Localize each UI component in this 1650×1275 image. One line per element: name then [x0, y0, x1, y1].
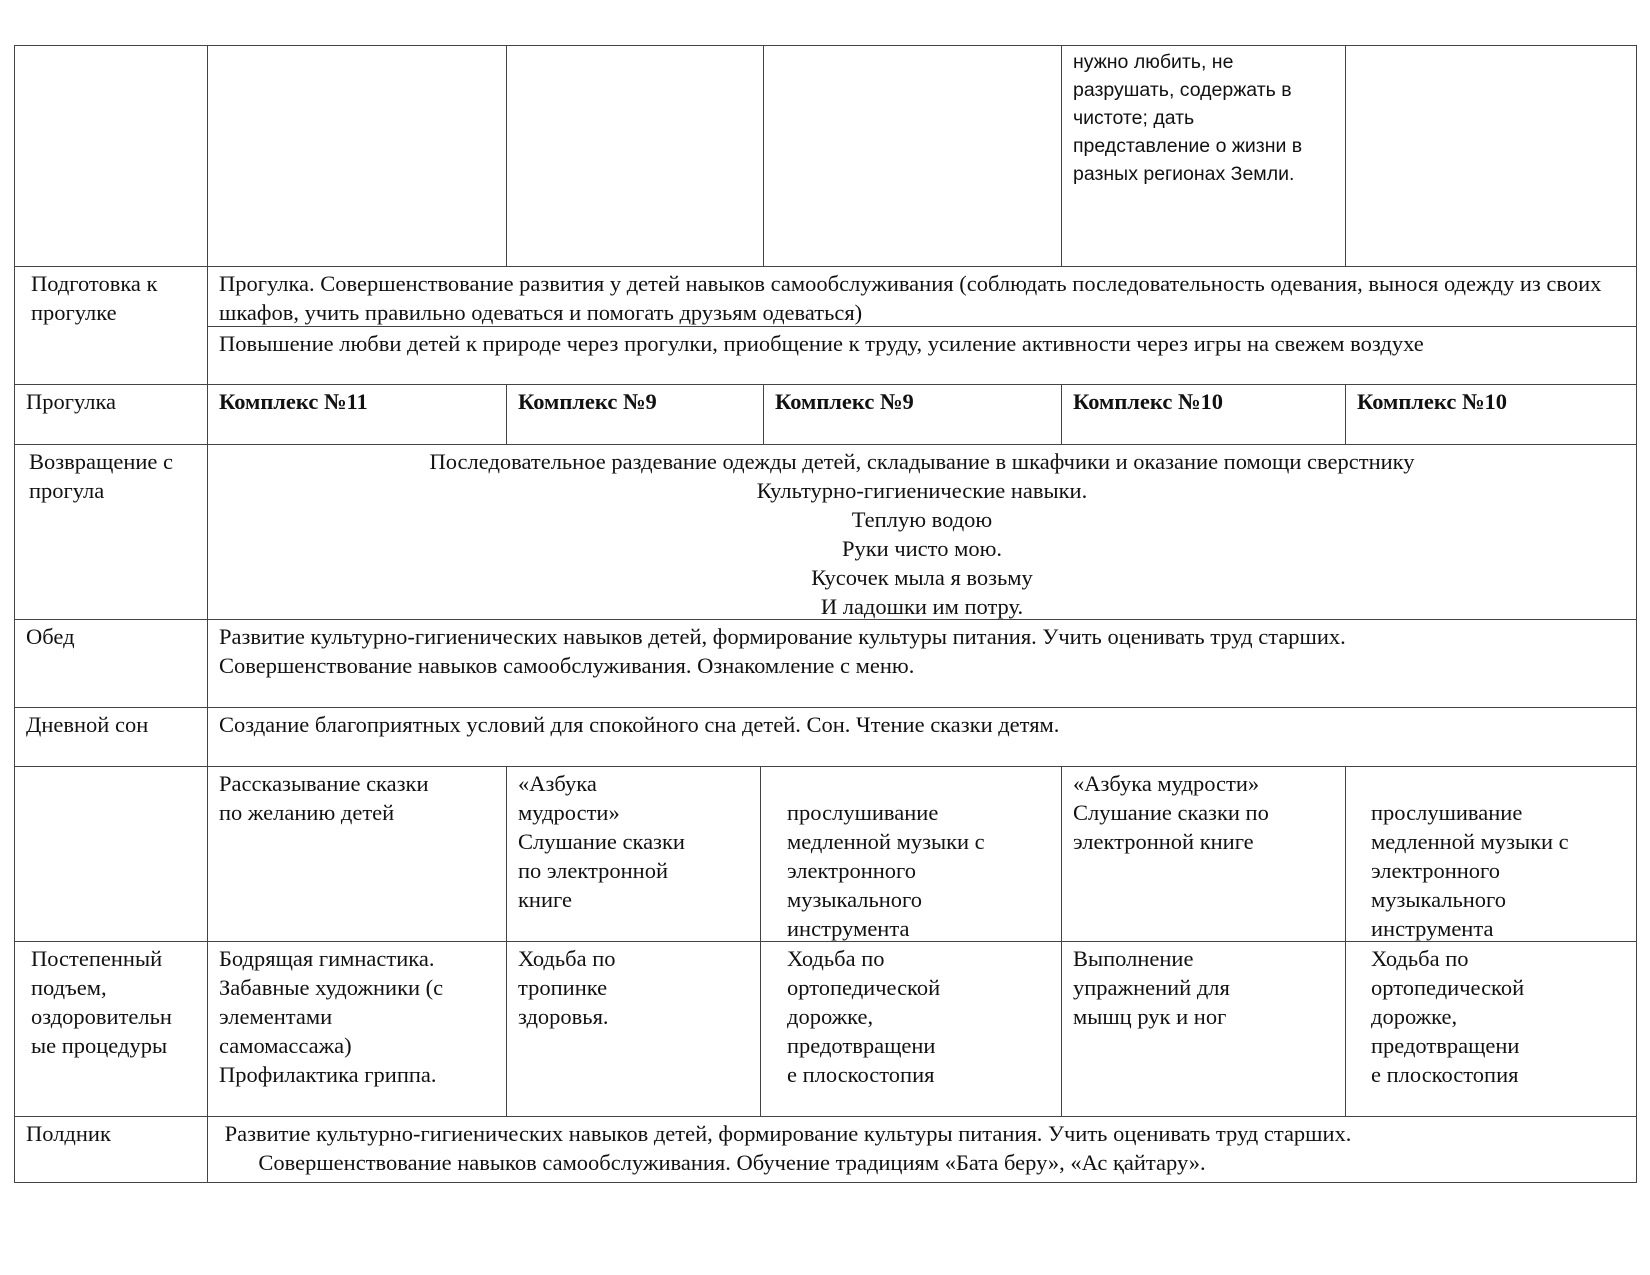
- rise-cell-thu: Выполнение упражнений для мышц рук и ног: [1061, 941, 1346, 1117]
- lunch-text: Развитие культурно-гигиенических навыков детей, формирование культуры питания. Учить оценивать труд старших. Совершенствование навыков самообслуживания. Ознакомление с меню.: [207, 619, 1637, 708]
- row-top-col4-cell: нужно любить, не разрушать, содержать в чистоте; дать представление о жизни в разных регионах Земли.: [1061, 45, 1346, 267]
- walk-complex-thu: Комплекс №10: [1061, 384, 1346, 445]
- story-label-cell: [14, 766, 208, 942]
- nap-label: Дневной сон: [14, 707, 208, 767]
- prep-label: Подготовка к прогулке: [14, 266, 208, 385]
- rise-label: Постепенный подъем, оздоровительн ые процедуры: [14, 941, 208, 1117]
- walk-complex-fri: Комплекс №10: [1345, 384, 1637, 445]
- row-top-col1-cell: [207, 45, 507, 267]
- row-top-col5-cell: [1345, 45, 1637, 267]
- rise-cell-wed: Ходьба по ортопедической дорожке, предотвращени е плоскостопия: [760, 941, 1062, 1117]
- return-label: Возвращение с прогула: [14, 444, 208, 620]
- lunch-label: Обед: [14, 619, 208, 708]
- rise-cell-mon: Бодрящая гимнастика. Забавные художники (с элементами самомассажа) Профилактика гриппа.: [207, 941, 507, 1117]
- rise-cell-fri: Ходьба по ортопедической дорожке, предотвращени е плоскостопия: [1345, 941, 1637, 1117]
- snack-text: Развитие культурно-гигиенических навыков детей, формирование культуры питания. Учить оценивать труд старших. Совершенствование навыков самообслуживания. Обучение традициям «Бата беру», «Ас қайтару».: [207, 1116, 1637, 1183]
- nap-text: Создание благоприятных условий для спокойного сна детей. Сон. Чтение сказки детям.: [207, 707, 1637, 767]
- story-cell-mon: Рассказывание сказки по желанию детей: [207, 766, 507, 942]
- story-cell-thu: «Азбука мудрости» Слушание сказки по электронной книге: [1061, 766, 1346, 942]
- rise-cell-tue: Ходьба по тропинке здоровья.: [506, 941, 761, 1117]
- prep-text-1: Прогулка. Совершенствование развития у детей навыков самообслуживания (соблюдать последовательность одевания, вынося одежду из своих шкафов, учить правильно одеваться и помогать друзьям одеваться): [207, 266, 1637, 327]
- row-top-col3-cell: [763, 45, 1062, 267]
- row-top-label-cell: [14, 45, 208, 267]
- walk-complex-wed: Комплекс №9: [763, 384, 1062, 445]
- walk-complex-mon: Комплекс №11: [207, 384, 507, 445]
- row-top-col2-cell: [506, 45, 764, 267]
- story-cell-wed: прослушивание медленной музыки с электронного музыкального инструмента: [760, 766, 1062, 942]
- prep-text-2: Повышение любви детей к природе через прогулки, приобщение к труду, усиление активности через игры на свежем воздухе: [207, 326, 1637, 385]
- snack-label: Полдник: [14, 1116, 208, 1183]
- walk-label: Прогулка: [14, 384, 208, 445]
- story-cell-tue: «Азбука мудрости» Слушание сказки по электронной книге: [506, 766, 761, 942]
- return-text: Последовательное раздевание одежды детей, складывание в шкафчики и оказание помощи сверстнику Культурно-гигиенические навыки. Теплую водою Руки чисто мою. Кусочек мыла я возьму И ладошки им потру.: [207, 444, 1637, 620]
- story-cell-fri: прослушивание медленной музыки с электронного музыкального инструмента: [1345, 766, 1637, 942]
- walk-complex-tue: Комплекс №9: [506, 384, 764, 445]
